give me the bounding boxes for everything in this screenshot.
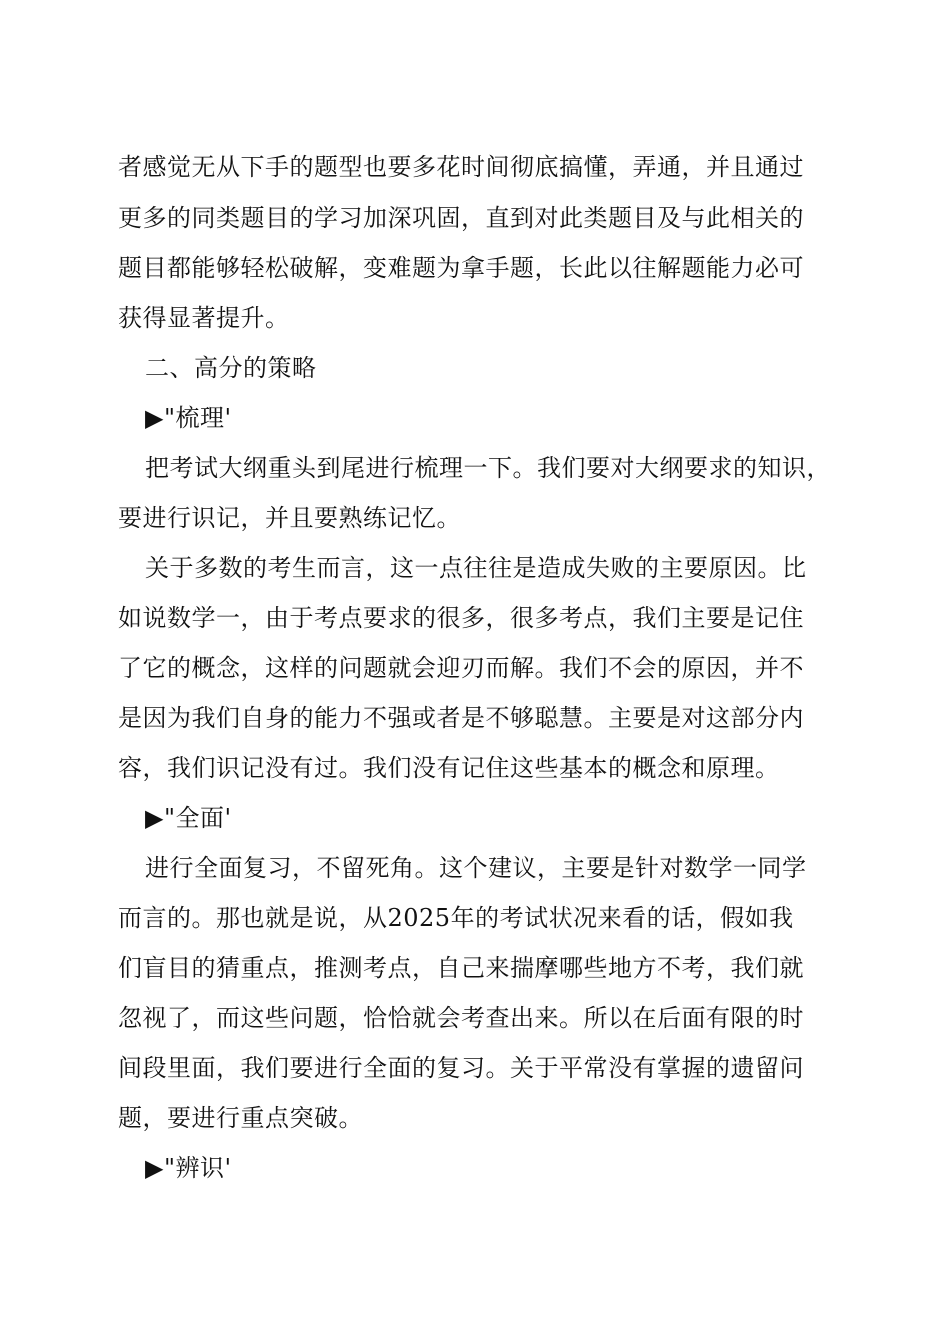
paragraph-line: 了它的概念，这样的问题就会迎刃而解。我们不会的原因，并不 [118,654,804,682]
paragraph-line: 容，我们识记没有过。我们没有记住这些基本的概念和原理。 [118,754,780,782]
paragraph-line: 是因为我们自身的能力不强或者是不够聪慧。主要是对这部分内 [118,704,804,732]
paragraph-line: 如说数学一，由于考点要求的很多，很多考点，我们主要是记住 [118,604,804,632]
paragraph-line: 要进行识记，并且要熟练记忆。 [118,504,461,532]
paragraph-line: 把考试大纲重头到尾进行梳理一下。我们要对大纲要求的知识， [145,454,831,482]
section-heading: 二、高分的策略 [145,354,317,382]
paragraph-line: 们盲目的猜重点，推测考点，自己来揣摩哪些地方不考，我们就 [118,954,804,982]
paragraph-line: 而言的。那也就是说，从2025年的考试状况来看的话，假如我 [118,904,794,932]
paragraph-line: 忽视了，而这些问题，恰恰就会考查出来。所以在后面有限的时 [118,1004,804,1032]
paragraph-line: 关于多数的考生而言，这一点往往是造成失败的主要原因。比 [145,554,807,582]
subsection-heading: ▶"梳理' [145,404,232,432]
paragraph-line: 间段里面，我们要进行全面的复习。关于平常没有掌握的遗留问 [118,1054,804,1082]
paragraph-line: 更多的同类题目的学习加深巩固，直到对此类题目及与此相关的 [118,204,804,232]
paragraph-line: 题，要进行重点突破。 [118,1104,363,1132]
paragraph-line: 进行全面复习，不留死角。这个建议，主要是针对数学一同学 [145,854,807,882]
paragraph-line: 题目都能够轻松破解，变难题为拿手题，长此以往解题能力必可 [118,254,804,282]
paragraph-line: 获得显著提升。 [118,304,290,332]
subsection-heading: ▶"全面' [145,804,232,832]
subsection-heading: ▶"辨识' [145,1154,232,1182]
paragraph-line: 者感觉无从下手的题型也要多花时间彻底搞懂，弄通，并且通过 [118,153,804,181]
